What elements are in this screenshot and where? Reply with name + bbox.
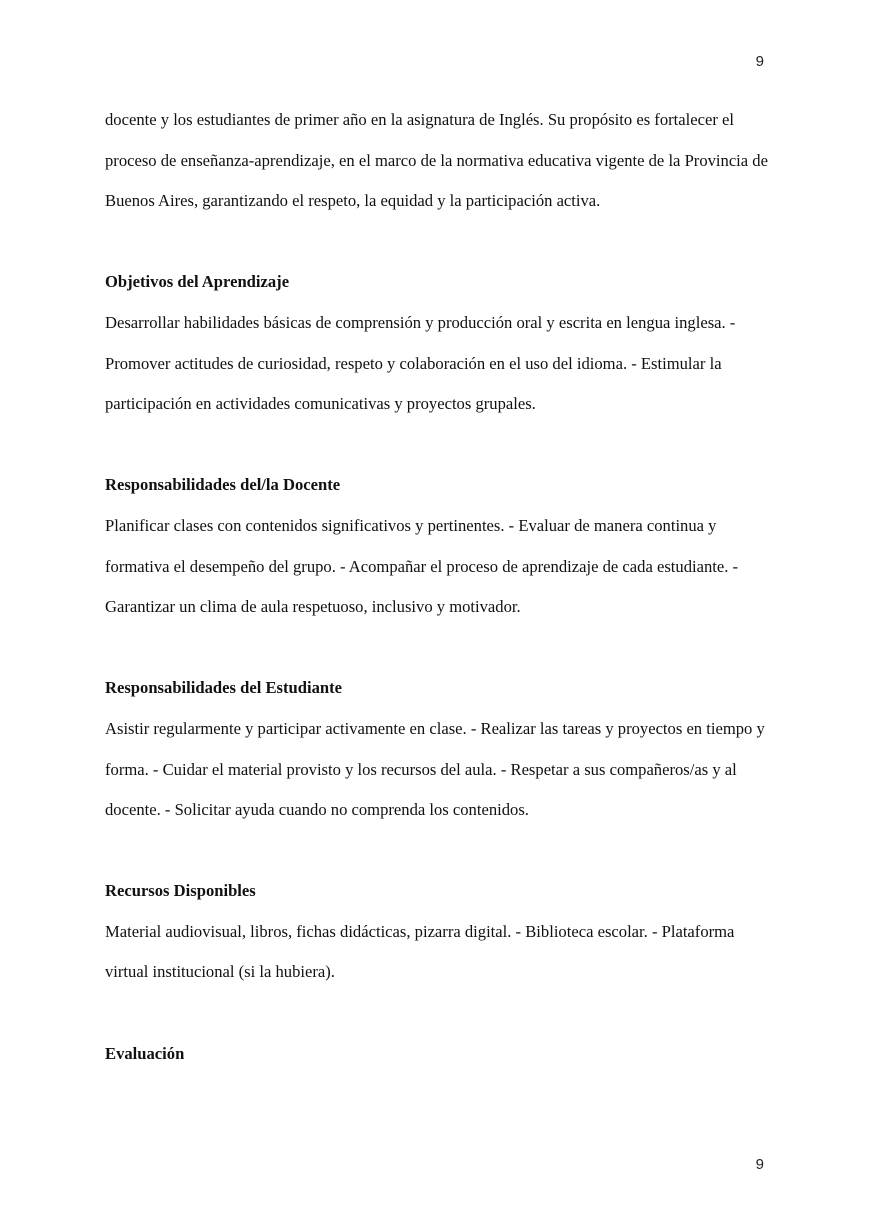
heading-responsabilidades-estudiante: Responsabilidades del Estudiante bbox=[105, 678, 342, 698]
page-number-top: 9 bbox=[755, 53, 764, 70]
document-body bbox=[105, 100, 770, 1074]
section-spacer bbox=[105, 222, 770, 263]
section-spacer bbox=[105, 628, 770, 669]
heading-responsabilidades-docente: Responsabilidades del/la Docente bbox=[105, 475, 341, 495]
heading-recursos: Recursos Disponibles bbox=[105, 881, 256, 901]
heading-evaluacion: Evaluación bbox=[105, 1043, 185, 1063]
section-spacer bbox=[105, 425, 770, 466]
paragraph-recursos: Material audiovisual, libros, fichas didácticas, pizarra digital. - Biblioteca escolar. - Plataforma virtual institucional (si la hubiera). bbox=[105, 921, 735, 982]
intro-paragraph: docente y los estudiantes de primer año en la asignatura de Inglés. Su propósito es fortalecer el proceso de enseñanza-aprendizaje, en el marco de la normativa educativa vigente de la Provincia de Buenos Aires, garantizando el respeto, la equidad y la participación activa. bbox=[105, 110, 768, 211]
section-spacer bbox=[105, 993, 770, 1034]
paragraph-responsabilidades-estudiante: Asistir regularmente y participar activamente en clase. - Realizar las tareas y proyectos en tiempo y forma. - Cuidar el material provisto y los recursos del aula. - Respetar a sus compañeros/as y al docente. - Solicitar ayuda cuando no comprenda los contenidos. bbox=[105, 718, 765, 820]
paragraph-objetivos: Desarrollar habilidades básicas de comprensión y producción oral y escrita en lengua inglesa. - Promover actitudes de curiosidad, respeto y colaboración en el uso del idioma. - Estimular la participación en actividades comunicativas y proyectos grupales. bbox=[105, 312, 736, 414]
paragraph-responsabilidades-docente: Planificar clases con contenidos significativos y pertinentes. - Evaluar de manera continua y formativa el desempeño del grupo. - Acompañar el proceso de aprendizaje de cada estudiante. - Garantizar un clima de aula respetuoso, inclusivo y motivador. bbox=[105, 515, 739, 617]
page-number-bottom: 9 bbox=[755, 1156, 764, 1173]
heading-objetivos: Objetivos del Aprendizaje bbox=[105, 272, 290, 292]
section-spacer bbox=[105, 831, 770, 872]
